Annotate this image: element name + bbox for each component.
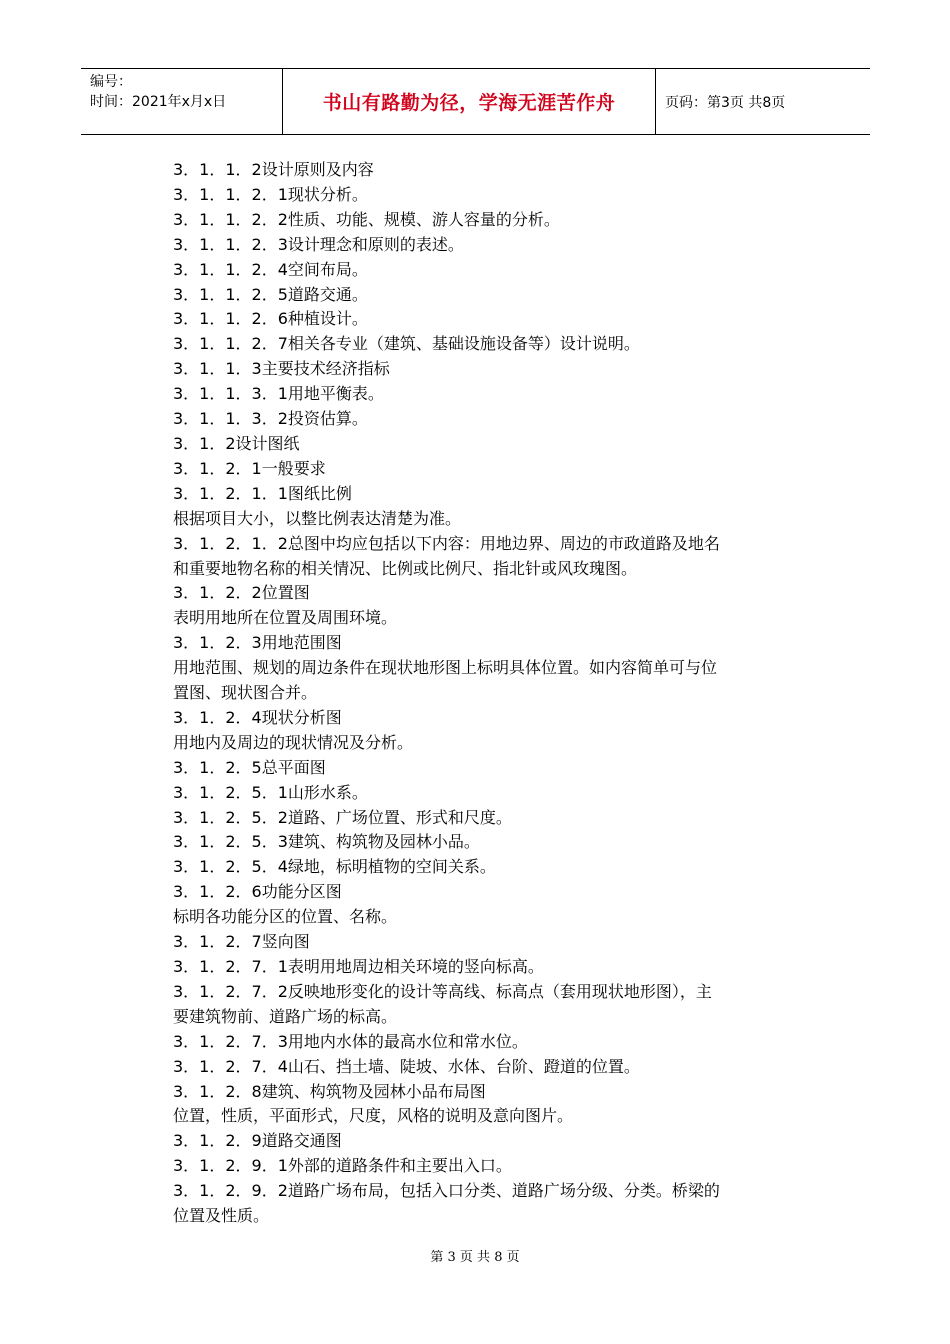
- text-line: 3．1．1．2设计原则及内容: [173, 160, 374, 179]
- text-line: 3．1．2．9．2道路广场布局，包括入口分类、道路广场分级、分类。桥梁的: [173, 1181, 720, 1201]
- text-line: 表明用地所在位置及周围环境。: [173, 608, 398, 628]
- text-line: 3．1．1．2．4空间布局。: [173, 259, 368, 279]
- text-line: 3．1．1．3．1用地平衡表。: [173, 384, 384, 404]
- text-line: 标明各功能分区的位置、名称。: [173, 907, 398, 927]
- text-line: 置图、现状图合并。: [173, 683, 318, 703]
- text-line: 3．1．2．7竖向图: [173, 932, 310, 952]
- page-footer: [0, 1246, 950, 1265]
- text-line: 3．1．2设计图纸: [173, 433, 300, 453]
- text-line: 3．1．2．7．1表明用地周边相关环境的竖向标高。: [173, 957, 544, 976]
- text-line: 3．1．2．6功能分区图: [173, 882, 342, 902]
- text-line: 3．1．1．3．2投资估算。: [173, 409, 368, 429]
- text-line: 3．1．2．7．4山石、挡土墙、陡坡、水体、台阶、蹬道的位置。: [173, 1056, 640, 1076]
- text-line: 3．1．2．5．3建筑、构筑物及园林小品。: [173, 832, 480, 852]
- document-body: [173, 158, 813, 1229]
- text-line: 3．1．2．4现状分析图: [173, 707, 342, 727]
- text-line: 3．1．2．1．1图纸比例: [173, 483, 352, 503]
- text-line: 3．1．2．3用地范围图: [173, 633, 342, 653]
- text-line: 和重要地物名称的相关情况、比例或比例尺、指北针或风玫瑰图。: [173, 558, 638, 578]
- text-line: 用地内及周边的现状情况及分析。: [173, 732, 414, 752]
- text-line: 位置，性质，平面形式，尺度，风格的说明及意向图片。: [173, 1106, 574, 1126]
- text-line: 3．1．2．8建筑、构筑物及园林小品布局图: [173, 1081, 486, 1101]
- text-line: 3．1．2．5．2道路、广场位置、形式和尺度。: [173, 807, 512, 827]
- text-line: 位置及性质。: [173, 1206, 270, 1226]
- header-page-cell: [656, 69, 870, 134]
- header-page-label: 页码：第3页 共8页: [665, 94, 786, 111]
- text-line: 用地范围、规划的周边条件在现状地形图上标明具体位置。如内容简单可与位: [173, 658, 718, 678]
- text-line: 3．1．1．3主要技术经济指标: [173, 359, 390, 379]
- header-slogan: 书山有路勤为径，学海无涯苦作舟: [322, 92, 616, 114]
- text-line: 3．1．2．5．4绿地，标明植物的空间关系。: [173, 857, 496, 877]
- text-line: 3．1．2．7．2反映地形变化的设计等高线、标高点（套用现状地形图），主: [173, 981, 712, 1001]
- header-slogan-cell: [283, 69, 656, 134]
- text-line: 3．1．1．2．1现状分析。: [173, 184, 368, 204]
- header-meta: [81, 69, 283, 134]
- text-line: 3．1．1．2．3设计理念和原则的表述。: [173, 234, 464, 254]
- text-line: 3．1．2．2位置图: [173, 583, 310, 603]
- text-line: 3．1．2．7．3用地内水体的最高水位和常水位。: [173, 1031, 528, 1051]
- text-line: 3．1．2．1．2总图中均应包括以下内容：用地边界、周边的市政道路及地名: [173, 533, 720, 553]
- text-line: 3．1．1．2．7相关各专业（建筑、基础设施设备等）设计说明。: [173, 334, 640, 354]
- document-time-label: 时间：2021年x月x日: [90, 94, 227, 110]
- text-line: 要建筑物前、道路广场的标高。: [173, 1006, 398, 1026]
- text-line: 3．1．1．2．2性质、功能、规模、游人容量的分析。: [173, 209, 560, 229]
- text-line: 3．1．1．2．6种植设计。: [173, 309, 368, 329]
- text-line: 3．1．1．2．5道路交通。: [173, 284, 368, 304]
- text-line: 3．1．2．5．1山形水系。: [173, 782, 368, 802]
- text-line: 3．1．2．1一般要求: [173, 458, 326, 478]
- text-line: 根据项目大小，以整比例表达清楚为准。: [173, 508, 462, 528]
- text-line: 3．1．2．5总平面图: [173, 757, 326, 777]
- text-line: 3．1．2．9道路交通图: [173, 1131, 342, 1151]
- document-number-label: 编号：: [90, 74, 132, 90]
- footer-page-number: 第 3 页 共 8 页: [430, 1250, 520, 1265]
- text-line: 3．1．2．9．1外部的道路条件和主要出入口。: [173, 1156, 512, 1176]
- page-header: [81, 68, 870, 135]
